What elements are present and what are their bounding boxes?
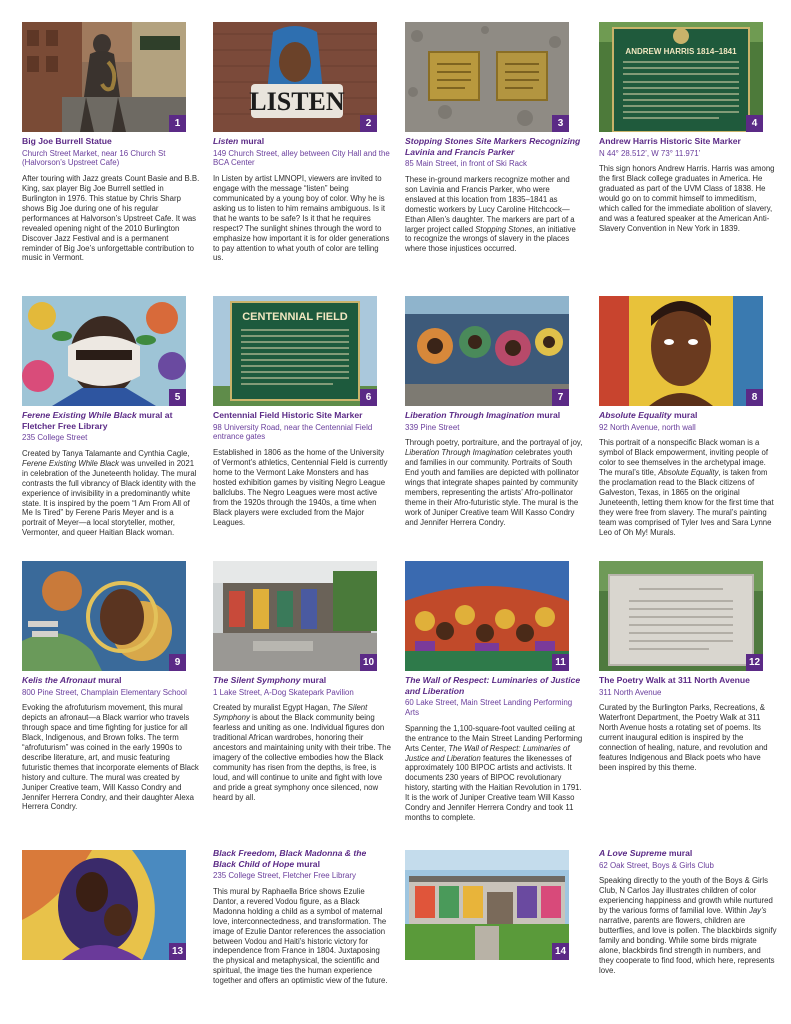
photo-andrew-harris-marker xyxy=(599,22,763,132)
card-location: 235 College Street xyxy=(22,433,88,443)
card-location: 85 Main Street, in front of Ski Rack xyxy=(405,159,527,169)
photo-poetry-walk xyxy=(599,561,763,671)
photo-liberation-mural xyxy=(405,296,569,406)
card-8 xyxy=(599,296,777,537)
card-location: 800 Pine Street, Champlain Elementary School xyxy=(22,687,187,697)
card-description: This sign honors Andrew Harris. Harris was among the first Black college graduates in America. He graduated as part of the UVM Class of 1838. He would go on to commit himself to immeditism, which called for the immediate abolition of slavery, and was a featured speaker at the American Anti-Slavery Convention in New York in 1839. xyxy=(599,164,775,233)
card-2 xyxy=(213,22,391,263)
card-title: Black Freedom, Black Madonna & the Black Child of Hope mural xyxy=(213,848,367,869)
card-6 xyxy=(213,296,391,527)
card-description: Spanning the 1,100-square-foot vaulted ceiling at the entrance to the Main Street Landing Performing Arts Center, The Wall of Respect: Luminaries of Justice and Liberation features the likenesses of approximately 100 BIPOC artists and activists. It documents 230 years of BIPOC revolutionary history, starting with the Haitian Revolution in 1791. It is the work of Juniper Creative team Will Kasso Condry and Jennifer Herrera Condry and took 11 months to complete. xyxy=(405,723,583,822)
card-number-badge: 1 xyxy=(169,115,186,132)
photo-centennial-field-marker xyxy=(213,296,377,406)
card-location: 311 North Avenue xyxy=(599,687,662,697)
card-title: Liberation Through Imagination mural xyxy=(405,410,561,420)
card-1 xyxy=(22,22,200,263)
photo-ferene-mural xyxy=(22,296,186,406)
card-number-badge: 13 xyxy=(169,943,186,960)
card-number-badge: 8 xyxy=(746,389,763,406)
photo-black-madonna-mural xyxy=(22,850,186,960)
card-title: Andrew Harris Historic Site Marker xyxy=(599,136,741,146)
card-7 xyxy=(405,296,583,528)
card-number-badge: 3 xyxy=(552,115,569,132)
card-number-badge: 9 xyxy=(169,654,186,671)
marker-sign-title: CENTENNIAL FIELD xyxy=(242,311,348,323)
card-number-badge: 12 xyxy=(746,654,763,671)
card-number-badge: 11 xyxy=(552,654,569,671)
card-title: Kelis the Afronaut mural xyxy=(22,675,122,685)
card-number-badge: 2 xyxy=(360,115,377,132)
card-number-badge: 5 xyxy=(169,389,186,406)
photo-silent-symphony-mural xyxy=(213,561,377,671)
card-description: After touring with Jazz greats Count Basie and B.B. King, sax player Big Joe Burrell settled in Burlington in 1976. This statue by Chris Sharp shows Big Joe during one of his regular performances at Halvorson’s Upstreet Cafe. It was revealed opening night of the 2010 Burlington Discover Jazz Festival and is a permanent reminder of Big Joe’s unforgettable contribution to music in Vermont. xyxy=(22,174,200,263)
card-location: 92 North Avenue, north wall xyxy=(599,422,696,432)
card-13-text xyxy=(213,848,391,986)
card-title: Centennial Field Historic Site Marker xyxy=(213,410,363,420)
photo-listen-mural xyxy=(213,22,377,132)
card-location: 1 Lake Street, A-Dog Skatepark Pavilion xyxy=(213,687,354,697)
photo-love-supreme-mural xyxy=(405,850,569,960)
card-description: This portrait of a nonspecific Black woman is a symbol of Black empowerment, inviting people of color to see themselves in the archetypal image. The mural’s title, Absolute Equality, is taken from the proclamation read to the Black citizens of Galveston, Texas, in 1865 on the original Juneteenth, letting them know for the first time that they were free from slavery. The mural’s painting team was comprised of Tyler Ives and Sara Lynne Leo of Oh My! Murals. xyxy=(599,438,774,537)
card-description: In Listen by artist LMNOPI, viewers are invited to engage with the message “listen” being communicated by a young boy of color. Why he is asking us to listen to him remains ambiguous. Is it that he wants to be safe? Is it that he requires respect? The sunlight shines through the word to emphasize how important it is for older generations to pay attention to what youth of color are telling us. xyxy=(213,174,390,263)
card-location: 235 College Street, Fletcher Free Library xyxy=(213,871,356,881)
card-description: Curated by the Burlington Parks, Recreations, & Waterfront Department, the Poetry Walk at 311 North Avenue hosts a rotating set of poems. Its current inaugural edition is inspired by the connection of healing, nature, and revolution and features Indigenous and Black poets who have been inspired by this theme. xyxy=(599,703,768,772)
card-13 xyxy=(22,850,200,960)
card-5 xyxy=(22,296,200,538)
card-location: 149 Church Street, alley between City Hall and the BCA Center xyxy=(213,148,390,168)
photo-wall-of-respect-mural xyxy=(405,561,569,671)
card-title: The Poetry Walk at 311 North Avenue xyxy=(599,675,750,685)
listen-sign-text: LISTEN xyxy=(249,87,345,116)
card-title: A Love Supreme mural xyxy=(599,848,693,858)
card-9 xyxy=(22,561,200,812)
card-location: 339 Pine Street xyxy=(405,422,460,432)
card-title: Listen mural xyxy=(213,136,265,146)
card-number-badge: 6 xyxy=(360,389,377,406)
marker-sign-title: ANDREW HARRIS 1814–1841 xyxy=(625,47,737,56)
card-10 xyxy=(213,561,391,802)
card-number-badge: 4 xyxy=(746,115,763,132)
card-title: The Wall of Respect: Luminaries of Justice and Liberation xyxy=(405,675,581,696)
card-number-badge: 7 xyxy=(552,389,569,406)
card-description: Established in 1806 as the home of the University of Vermont’s athletics, Centennial Field is currently home to the Vermont Lake Monsters and has hosted exhibition games by visiting Negro League ballclubs. The Negro Leagues were most active from the 1920s through the 1940s, a time when Black players were excluded from the Major Leagues. xyxy=(213,448,388,527)
card-location: 60 Lake Street, Main Street Landing Performing Arts xyxy=(405,698,573,717)
photo-kelis-afronaut-mural xyxy=(22,561,186,671)
card-location: 62 Oak Street, Boys & Girls Club xyxy=(599,860,714,870)
card-description: Created by muralist Egypt Hagan, The Silent Symphony is about the Black community being fearless and uniting as one. Individual figures don traditional African wardrobes, honoring their ancestors and maintaining unity with their tribe. The imagery of the collective embodies how the Black community has risen from the depths, is free, is loud, and will continue to unite and fight with love and pride a great symphony once silenced, now heard by all. xyxy=(213,703,391,802)
photo-absolute-equality-mural xyxy=(599,296,763,406)
card-12 xyxy=(599,561,777,773)
card-description: Created by Tanya Talamante and Cynthia Cagle, Ferene Existing While Black was unveiled in 2021 in celebration of the Juneteenth holiday. The mural contrasts the full vibrancy of Black identity with the experience of invisibility in a predominantly white state. It is inspired by the poem “I Am From All of Me Is Tired” by Ferene Paris Meyer and is a portrait of Meyer—a local storyteller, mother, Vermonter, and queer Haitian Black woman. xyxy=(22,448,197,538)
photo-stopping-stones xyxy=(405,22,569,132)
card-location: N 44° 28.512’, W 73° 11.971’ xyxy=(599,148,701,158)
card-14 xyxy=(405,850,583,960)
card-description: This mural by Raphaella Brice shows Ezulie Dantor, a revered Vodou figure, as a Black Madonna holding a child as a symbol of maternal love, interconnectedness, and transformation. The image of Ezulie Dantor references the association between Vodou and Haiti’s historic victory for independence from France in 1804. Juxtaposing the physical and metaphysical, the scientific and spiritual, the image ties the human experience together and offers an optimistic view of the future. xyxy=(213,886,388,986)
card-description: Through poetry, portraiture, and the portrayal of joy, Liberation Through Imagination celebrates youth and families in our community. Portraits of South End youth and families are depicted with pollinator wings that integrate shapes painted by community members, representing the artists’ Afro-pollinator theme in their Afro-futuristic style. The mural is the work of Juniper Creative team Will Kasso Condry and Jennifer Herrera Condry. xyxy=(405,438,583,527)
card-description: Evoking the afrofuturism movement, this mural depicts an afronaut—a Black warrior who travels through space and time fighting for justice for all Black, Indigenous, and Brown folks. The term “afrofuturism” was coined in the early 1990s to describe literature, art, and music featuring futuristic themes that incorporate elements of Black history and culture. The mural was created by Juniper Creative team, Will Kasso Condry and Jennifer Herrera Condry, and their daughter Alexa Herrera Condry. xyxy=(22,703,199,812)
card-14-text xyxy=(599,848,777,975)
card-title: The Silent Symphony mural xyxy=(213,675,327,685)
card-11 xyxy=(405,561,583,823)
card-description: These in-ground markers recognize mother and son Lavinia and Francis Parker, who were enslaved at this location from 1835–1841 as domestic workers by Lucy Caroline Hitchcock—Ethan Allen’s daughter. The markers are part of a larger project called Stopping Stones, an initiative to recognize the wrongs of slavery in the places where those injustices occurred. xyxy=(405,174,576,254)
card-number-badge: 14 xyxy=(552,943,569,960)
card-title: Big Joe Burrell Statue xyxy=(22,136,112,146)
card-description: Speaking directly to the youth of the Boys & Girls Club, N Carlos Jay illustrates children of color experiencing happiness and growth while nurtured by the various forms of familial love. Within Jay’s narrative, parents are flowers, children are butterflies, and love is pollen. The blackbirds signify family and bonding. While some birds migrate alone, blackbirds find strength in numbers, and they cooperate to find food, which here, represents love. xyxy=(599,876,777,975)
card-location: Church Street Market, near 16 Church St (Halvorson’s Upstreet Cafe) xyxy=(22,148,166,168)
card-location: 98 University Road, near the Centennial Field entrance gates xyxy=(213,422,373,442)
card-4 xyxy=(599,22,777,234)
card-title: Ferene Existing While Black mural at Fletcher Free Library xyxy=(22,410,173,431)
card-number-badge: 10 xyxy=(360,654,377,671)
card-title: Absolute Equality mural xyxy=(599,410,698,420)
photo-big-joe-burrell-statue xyxy=(22,22,186,132)
card-3 xyxy=(405,22,583,254)
card-title: Stopping Stones Site Markers Recognizing Lavinia and Francis Parker xyxy=(405,136,581,157)
